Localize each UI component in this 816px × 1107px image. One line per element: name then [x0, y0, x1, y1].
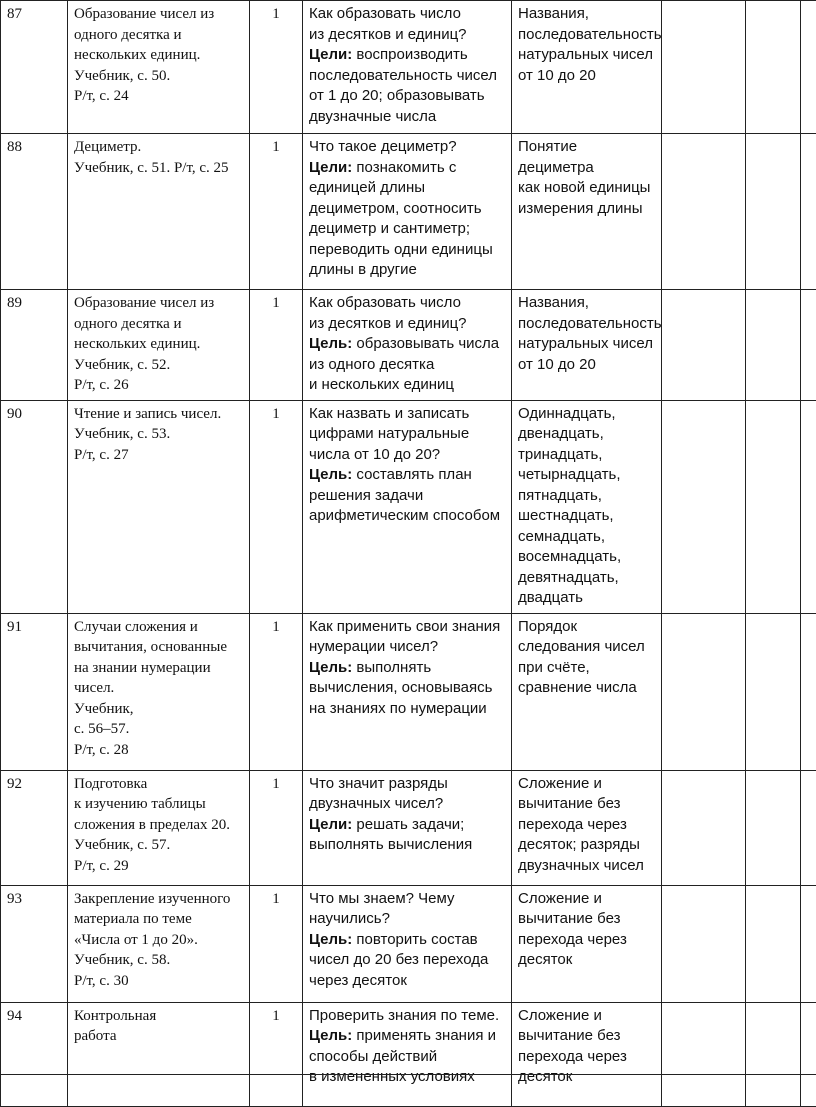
question-line: Проверить знания по теме. [309, 1006, 505, 1027]
empty-cell [746, 613, 801, 770]
table-body [1, 1, 816, 1107]
concept-line: сравнение числа [518, 678, 655, 699]
lesson-number-cell: 88 [1, 134, 68, 290]
topic-line: Р/т, с. 27 [74, 445, 243, 466]
concept-line: Сложение и [518, 889, 655, 910]
table-row [1, 885, 816, 1002]
concept-line: двузначных чисел [518, 856, 655, 877]
empty-cell [801, 613, 816, 770]
goal-line [309, 45, 505, 66]
concept-line: десяток; разряды [518, 835, 655, 856]
goal-text: повторить состав [356, 931, 477, 948]
goal-label: Цели: [309, 816, 352, 833]
concept-line: Сложение и [518, 774, 655, 795]
topic-line: Закрепление изученного [74, 889, 243, 910]
concept-line: Сложение и [518, 1006, 655, 1027]
concept-line: тринадцать, [518, 445, 655, 466]
table-row [1, 613, 816, 770]
goal-label: Цель: [309, 931, 352, 948]
lesson-topic-cell [68, 134, 250, 290]
problem-and-goal-cell [303, 770, 512, 885]
table-row [1, 1, 816, 134]
empty-cell [801, 134, 816, 290]
topic-line: Учебник, с. 50. [74, 66, 243, 87]
lesson-number-cell: 92 [1, 770, 68, 885]
concept-line: вычитание без [518, 1026, 655, 1047]
problem-and-goal-cell [303, 134, 512, 290]
empty-cell [746, 134, 801, 290]
topic-line: «Числа от 1 до 20». [74, 930, 243, 951]
goal-line: последовательность чисел [309, 66, 505, 87]
topic-line: Учебник, с. 52. [74, 355, 243, 376]
concept-line: Порядок [518, 617, 655, 638]
lesson-topic-cell [68, 290, 250, 401]
goal-line: в измененных условиях [309, 1067, 505, 1088]
topic-line: Чтение и запись чисел. [74, 404, 243, 425]
concept-line: от 10 до 20 [518, 355, 655, 376]
table-row [1, 770, 816, 885]
empty-cell [746, 1, 801, 134]
lesson-number-cell: 87 [1, 1, 68, 134]
goal-line [309, 158, 505, 179]
lesson-topic-cell [68, 885, 250, 1002]
problem-and-goal-cell [303, 1, 512, 134]
goal-text: решать задачи; [356, 816, 464, 833]
lesson-number-cell: 89 [1, 290, 68, 401]
topic-line: Образование чисел из [74, 4, 243, 25]
question-line: из десятков и единиц? [309, 314, 505, 335]
topic-line: Учебник, [74, 699, 243, 720]
concept-line: вычитание без [518, 794, 655, 815]
goal-line: дециметр и сантиметр; [309, 219, 505, 240]
topic-line: Случаи сложения и [74, 617, 243, 638]
goal-line: двузначные числа [309, 107, 505, 128]
concepts-cell [512, 290, 662, 401]
concept-line: Названия, [518, 293, 655, 314]
goal-line [309, 1026, 505, 1047]
concept-line: последовательность [518, 314, 655, 335]
goal-line: дециметром, соотносить [309, 199, 505, 220]
goal-line [309, 930, 505, 951]
question-line: Что такое дециметр? [309, 137, 505, 158]
lesson-number-cell: 90 [1, 400, 68, 613]
lesson-topic-cell [68, 1, 250, 134]
lesson-number-cell: 93 [1, 885, 68, 1002]
concept-line: Понятие дециметра [518, 137, 655, 178]
topic-line: нескольких единиц. [74, 334, 243, 355]
topic-line: одного десятка и [74, 314, 243, 335]
question-line: научились? [309, 909, 505, 930]
concept-line: Одиннадцать, [518, 404, 655, 425]
topic-line: Учебник, с. 57. [74, 835, 243, 856]
hours-cell: 1 [250, 1002, 303, 1106]
goal-label: Цели: [309, 159, 352, 176]
topic-line: Подготовка [74, 774, 243, 795]
goal-line [309, 465, 505, 486]
topic-line: работа [74, 1026, 243, 1047]
question-line: Что значит разряды [309, 774, 505, 795]
concepts-cell [512, 885, 662, 1002]
concept-line: двенадцать, [518, 424, 655, 445]
question-line: двузначных чисел? [309, 794, 505, 815]
table-row [1, 400, 816, 613]
concept-line: при счёте, [518, 658, 655, 679]
empty-cell [746, 885, 801, 1002]
topic-line: с. 56–57. [74, 719, 243, 740]
concept-line: семнадцать, [518, 527, 655, 548]
table-row [1, 1002, 816, 1106]
goal-line: решения задачи [309, 486, 505, 507]
lesson-number-cell: 91 [1, 613, 68, 770]
table-row [1, 290, 816, 401]
concept-line: шестнадцать, [518, 506, 655, 527]
problem-and-goal-cell [303, 290, 512, 401]
topic-line: материала по теме [74, 909, 243, 930]
topic-line: Образование чисел из [74, 293, 243, 314]
concept-line: перехода через [518, 815, 655, 836]
empty-cell [801, 885, 816, 1002]
empty-cell [662, 400, 746, 613]
topic-line: чисел. [74, 678, 243, 699]
goal-line [309, 658, 505, 679]
goal-line: арифметическим способом [309, 506, 505, 527]
concept-line: четырнадцать, [518, 465, 655, 486]
empty-cell [801, 290, 816, 401]
topic-line: Р/т, с. 26 [74, 375, 243, 396]
goal-label: Цель: [309, 659, 352, 676]
concept-line: двадцать [518, 588, 655, 609]
empty-cell [801, 770, 816, 885]
topic-line: Дециметр. [74, 137, 243, 158]
concept-line: натуральных чисел [518, 334, 655, 355]
goal-text: составлять план [356, 466, 471, 483]
concepts-cell [512, 1, 662, 134]
goal-line: длины в другие [309, 260, 505, 281]
hours-cell: 1 [250, 613, 303, 770]
concept-line: пятнадцать, [518, 486, 655, 507]
topic-line: к изучению таблицы [74, 794, 243, 815]
hours-cell: 1 [250, 400, 303, 613]
concepts-cell [512, 1002, 662, 1106]
empty-cell [746, 400, 801, 613]
hours-cell: 1 [250, 770, 303, 885]
empty-cell [746, 290, 801, 401]
goal-text: применять знания и [356, 1027, 496, 1044]
concept-line: натуральных чисел [518, 45, 655, 66]
topic-line: Р/т, с. 28 [74, 740, 243, 761]
problem-and-goal-cell [303, 400, 512, 613]
goal-line: и нескольких единиц [309, 375, 505, 396]
empty-cell [662, 290, 746, 401]
question-line: Как применить свои знания [309, 617, 505, 638]
lesson-topic-cell [68, 1002, 250, 1106]
concepts-cell [512, 613, 662, 770]
lesson-topic-cell [68, 400, 250, 613]
topic-line: вычитания, основанные [74, 637, 243, 658]
empty-cell [662, 1002, 746, 1106]
concept-line: измерения длины [518, 199, 655, 220]
topic-line: Р/т, с. 29 [74, 856, 243, 877]
question-line: Как образовать число [309, 293, 505, 314]
problem-and-goal-cell [303, 613, 512, 770]
topic-line: Р/т, с. 30 [74, 971, 243, 992]
goal-text: выполнять [356, 659, 431, 676]
goal-text: познакомить с [356, 159, 456, 176]
hours-cell: 1 [250, 290, 303, 401]
empty-cell [801, 400, 816, 613]
hours-cell: 1 [250, 1, 303, 134]
concept-line: последовательность [518, 25, 655, 46]
topic-line: Учебник, с. 51. Р/т, с. 25 [74, 158, 243, 179]
lesson-topic-cell [68, 613, 250, 770]
topic-line: Учебник, с. 58. [74, 950, 243, 971]
problem-and-goal-cell [303, 885, 512, 1002]
goal-label: Цель: [309, 466, 352, 483]
empty-cell [746, 1002, 801, 1106]
concept-line: как новой единицы [518, 178, 655, 199]
empty-cell [801, 1002, 816, 1106]
goal-label: Цели: [309, 46, 352, 63]
goal-line: единицей длины [309, 178, 505, 199]
goal-line: переводить одни единицы [309, 240, 505, 261]
question-line: Что мы знаем? Чему [309, 889, 505, 910]
question-line: числа от 10 до 20? [309, 445, 505, 466]
topic-line: сложения в пределах 20. [74, 815, 243, 836]
concepts-cell [512, 770, 662, 885]
table-row [1, 134, 816, 290]
concept-line: от 10 до 20 [518, 66, 655, 87]
question-line: цифрами натуральные [309, 424, 505, 445]
goal-text: воспроизводить [356, 46, 467, 63]
concepts-cell [512, 400, 662, 613]
page-bottom-rule [0, 1074, 816, 1075]
concepts-cell [512, 134, 662, 290]
empty-cell [662, 134, 746, 290]
empty-cell [662, 885, 746, 1002]
concept-line: вычитание без [518, 909, 655, 930]
empty-cell [662, 613, 746, 770]
topic-line: нескольких единиц. [74, 45, 243, 66]
goal-label: Цель: [309, 1027, 352, 1044]
goal-label: Цель: [309, 335, 352, 352]
topic-line: Р/т, с. 24 [74, 86, 243, 107]
empty-cell [746, 770, 801, 885]
problem-and-goal-cell [303, 1002, 512, 1106]
hours-cell: 1 [250, 885, 303, 1002]
question-line: нумерации чисел? [309, 637, 505, 658]
concept-line: следования чисел [518, 637, 655, 658]
hours-cell: 1 [250, 134, 303, 290]
goal-line: вычисления, основываясь [309, 678, 505, 699]
goal-line: из одного десятка [309, 355, 505, 376]
topic-line: Учебник, с. 53. [74, 424, 243, 445]
goal-line: на знаниях по нумерации [309, 699, 505, 720]
topic-line: Контрольная [74, 1006, 243, 1027]
goal-text: образовывать числа [356, 335, 499, 352]
topic-line: на знании нумерации [74, 658, 243, 679]
goal-line: от 1 до 20; образовывать [309, 86, 505, 107]
concept-line: перехода через [518, 930, 655, 951]
goal-line: чисел до 20 без перехода [309, 950, 505, 971]
goal-line [309, 815, 505, 836]
concept-line: перехода через [518, 1047, 655, 1068]
topic-line: одного десятка и [74, 25, 243, 46]
goal-line [309, 334, 505, 355]
empty-cell [801, 1, 816, 134]
question-line: Как назвать и записать [309, 404, 505, 425]
empty-cell [662, 770, 746, 885]
concept-line: девятнадцать, [518, 568, 655, 589]
concept-line: Названия, [518, 4, 655, 25]
question-line: Как образовать число [309, 4, 505, 25]
concept-line: восемнадцать, [518, 547, 655, 568]
lesson-topic-cell [68, 770, 250, 885]
concept-line: десяток [518, 950, 655, 971]
lesson-number-cell: 94 [1, 1002, 68, 1106]
goal-line: выполнять вычисления [309, 835, 505, 856]
question-line: из десятков и единиц? [309, 25, 505, 46]
empty-cell [662, 1, 746, 134]
concept-line: десяток [518, 1067, 655, 1088]
goal-line: через десяток [309, 971, 505, 992]
goal-line: способы действий [309, 1047, 505, 1068]
